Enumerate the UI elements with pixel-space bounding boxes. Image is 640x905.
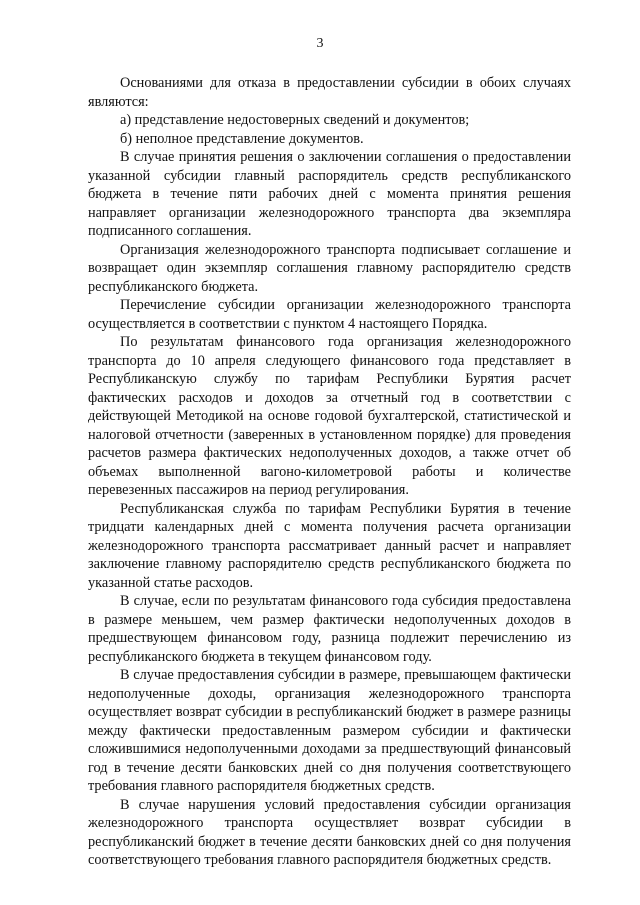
paragraph-item-b: б) неполное представление документов. xyxy=(120,130,364,147)
paragraph-item-a: а) представление недостоверных сведений и документов; xyxy=(120,112,470,128)
page-number: 3 xyxy=(316,36,324,51)
paragraph-tariff-service-review: Республиканская служба по тарифам Республики Бурятия в течение тридцати календарных дней с момента получения расчета организации железнодорожного транспорта рассматривает данный расчет и направляет заключение главному распорядителю средств республиканского бюджета по указанной статье расходов. xyxy=(88,500,571,591)
paragraph-violation-refund: В случае нарушения условий предоставления субсидии организация железнодорожного транспорта осуществляет возврат субсидии в республиканский бюджет в течение десяти банковских дней со дня получения соответствующего требования главного распорядителя бюджетных средств. xyxy=(88,796,571,868)
paragraph-overpayment-refund: В случае предоставления субсидии в размере, превышающем фактически недополученные доходы, организация железнодорожного транспорта осуществляет возврат субсидии в республиканский бюджет в размере разницы между фактически предоставленным размером субсидии и фактически сложившимися недополученными доходами за предшествующий финансовый год в течение десяти банковских дней со дня получения соответствующего требования главного распорядителя бюджетных средств. xyxy=(88,667,571,794)
paragraph-financial-year-results: По результатам финансового года организация железнодорожного транспорта до 10 апреля следующего финансового года представляет в Республиканскую службу по тарифам Республики Бурятия расчет фактических расходов и доходов за отчетный год в соответствии с действующей Методикой на основе годовой бухгалтерской, статистической и налоговой отчетности (заверенных в установленном порядке) для проведения расчетов размера фактических недополученных доходов, а также отчет об объемах выполненной вагоно-километровой работы и количестве перевезенных пассажиров на период регулирования. xyxy=(88,334,571,498)
paragraph-subsidy-transfer: Перечисление субсидии организации железнодорожного транспорта осуществляется в соответствии с пунктом 4 настоящего Порядка. xyxy=(88,297,571,332)
paragraph-agreement-signing: Организация железнодорожного транспорта подписывает соглашение и возвращает один экземпляр соглашения главному распорядителю средств республиканского бюджета. xyxy=(88,241,571,295)
paragraph-agreement-decision: В случае принятия решения о заключении соглашения о предоставлении указанной субсидии главный распорядитель средств республиканского бюджета в течение пяти рабочих дней с момента принятия решения направляет организации железнодорожного транспорта два экземпляра подписанного соглашения. xyxy=(88,149,571,239)
document-body xyxy=(88,74,571,870)
paragraph-grounds-for-refusal: Основаниями для отказа в предоставлении субсидии в обоих случаях являются: xyxy=(88,75,571,110)
paragraph-underpayment: В случае, если по результатам финансового года субсидия предоставлена в размере меньшем, чем размер фактически недополученных доходов в предшествующем финансовом году, разница подлежит перечислению из республиканского бюджета в текущем финансовом году. xyxy=(88,593,571,665)
